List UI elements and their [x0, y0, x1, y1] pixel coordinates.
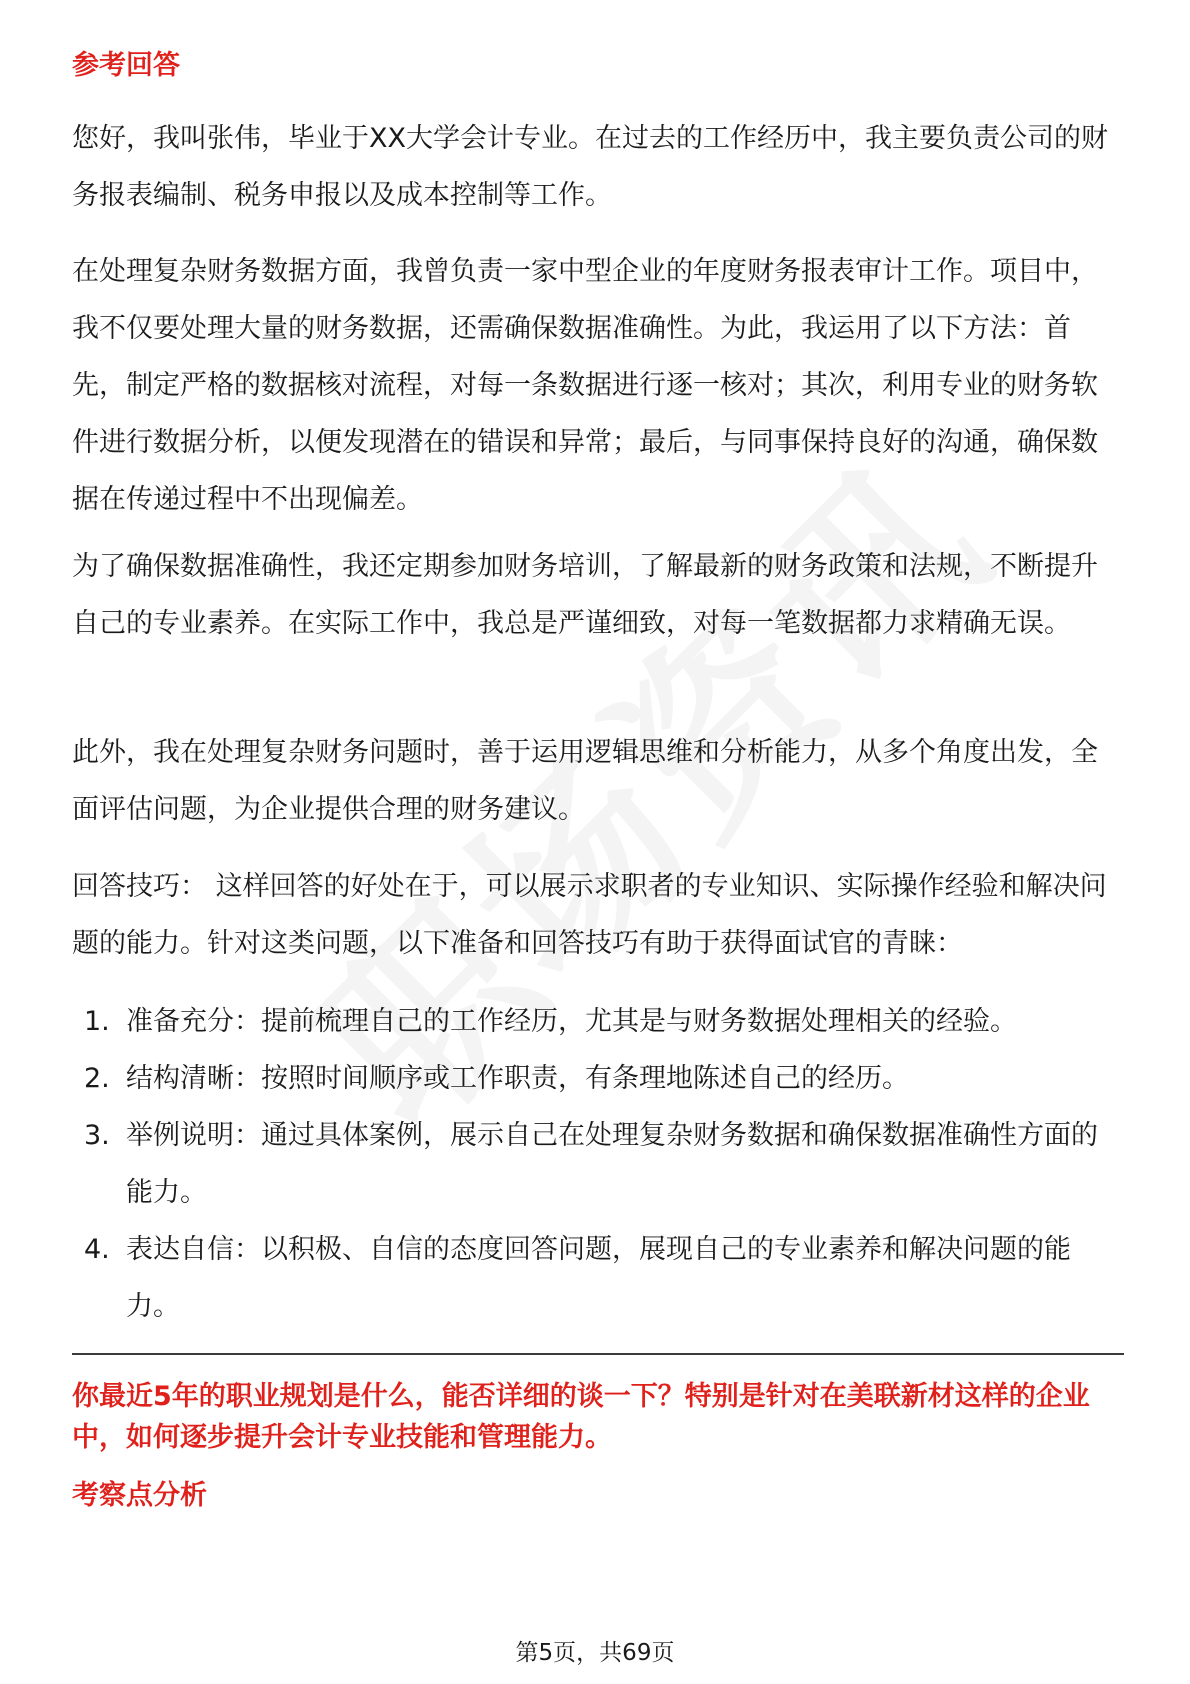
list-item [72, 1050, 1124, 1107]
list-item-text: 表达自信：以积极、自信的态度回答问题，展现自己的专业素养和解决问题的能力。 [126, 1234, 1071, 1322]
next-question: 你最近5年的职业规划是什么，能否详细的谈一下？特别是针对在美联新材这样的企业中，如何逐步提升会计专业技能和管理能力。 [72, 1381, 1090, 1453]
list-item [72, 1221, 1124, 1335]
section-divider [72, 1353, 1124, 1355]
list-number: 1. [84, 1006, 110, 1037]
page-footer: 第5页，共69页 [515, 1640, 675, 1666]
list-item [72, 993, 1124, 1050]
paragraph-analysis: 此外，我在处理复杂财务问题时，善于运用逻辑思维和分析能力，从多个角度出发，全面评估问题，为企业提供合理的财务建议。 [72, 737, 1098, 825]
tips-list [72, 993, 1124, 1335]
list-number: 2. [84, 1063, 110, 1094]
list-item [72, 1107, 1124, 1221]
paragraph-answer-tips: 回答技巧： 这样回答的好处在于，可以展示求职者的专业知识、实际操作经验和解决问题的能力。针对这类问题，以下准备和回答技巧有助于获得面试官的青睐： [72, 871, 1107, 959]
list-item-text: 准备充分：提前梳理自己的工作经历，尤其是与财务数据处理相关的经验。 [126, 1006, 1017, 1037]
paragraph-accuracy: 为了确保数据准确性，我还定期参加财务培训，了解最新的财务政策和法规，不断提升自己的专业素养。在实际工作中，我总是严谨细致，对每一笔数据都力求精确无误。 [72, 551, 1098, 639]
list-item-text: 举例说明：通过具体案例，展示自己在处理复杂财务数据和确保数据准确性方面的能力。 [126, 1120, 1098, 1208]
list-number: 4. [84, 1234, 110, 1265]
reference-answer-heading: 参考回答 [72, 50, 180, 81]
list-number: 3. [84, 1120, 110, 1151]
paragraph-intro: 您好，我叫张伟，毕业于XX大学会计专业。在过去的工作经历中，我主要负责公司的财务报表编制、税务申报以及成本控制等工作。 [72, 123, 1108, 211]
list-item-text: 结构清晰：按照时间顺序或工作职责，有条理地陈述自己的经历。 [126, 1063, 909, 1094]
analysis-heading: 考察点分析 [72, 1480, 207, 1511]
paragraph-data-handling: 在处理复杂财务数据方面，我曾负责一家中型企业的年度财务报表审计工作。项目中，我不仅要处理大量的财务数据，还需确保数据准确性。为此，我运用了以下方法：首先，制定严格的数据核对流程，对每一条数据进行逐一核对；其次，利用专业的财务软件进行数据分析，以便发现潜在的错误和异常；最后，与同事保持良好的沟通，确保数据在传递过程中不出现偏差。 [72, 256, 1098, 515]
